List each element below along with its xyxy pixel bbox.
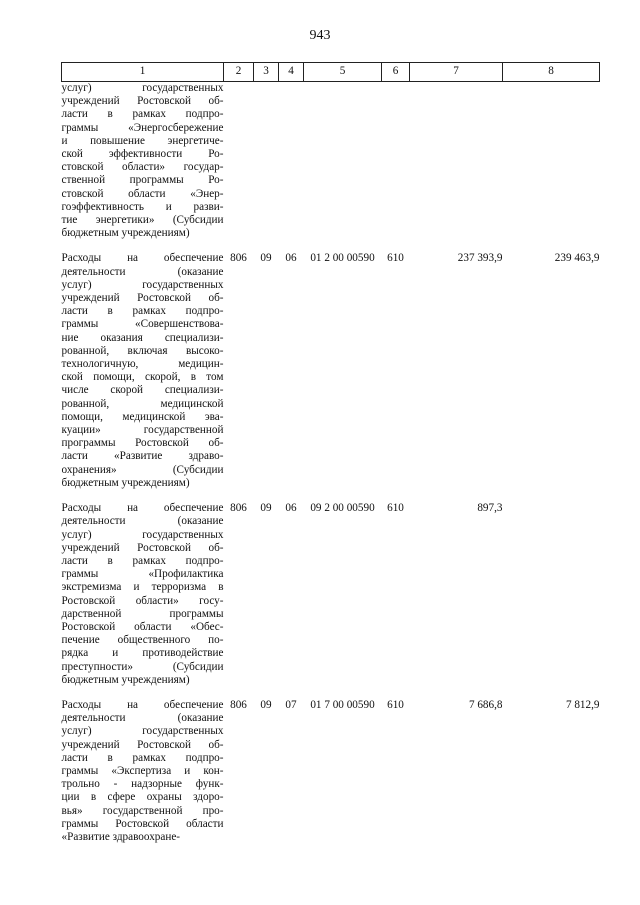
description-line: Ростовской области» госу- xyxy=(61,594,224,607)
description-line: бюджетным учреждениям) xyxy=(61,227,190,240)
row-spacer-cell xyxy=(62,490,600,502)
description-line: рядка и противодействие xyxy=(61,647,224,660)
table-row xyxy=(62,82,600,241)
expense-description xyxy=(62,82,224,241)
description-line: услуг) государственных xyxy=(61,725,224,738)
description-line: граммы «Энергосбережение xyxy=(61,121,224,134)
row-spacer-cell xyxy=(62,687,600,699)
expense-type-code: 610 xyxy=(387,698,404,711)
description-line: ние оказания специализи- xyxy=(61,331,224,344)
ministry-code: 806 xyxy=(230,252,247,265)
description-line: ласти в рамках подпро- xyxy=(61,751,224,764)
description-line: ственной программы Ро- xyxy=(61,174,224,187)
description-line: рованной, медицинской xyxy=(61,397,224,410)
description-line: учреждений Ростовской об- xyxy=(61,292,224,305)
amount-year-2 xyxy=(503,502,600,687)
target-article-code: 01 2 00 00590 xyxy=(310,252,375,265)
description-line: куации» государственной xyxy=(61,424,224,437)
description-line: граммы «Профилактика xyxy=(61,568,224,581)
description-line: деятельности (оказание xyxy=(61,265,224,278)
header-col-2: 2 xyxy=(224,63,254,82)
row-spacer xyxy=(62,240,600,252)
amount-year-1: 7 686,8 xyxy=(468,698,503,711)
amount-year-2: 239 463,9 xyxy=(554,252,600,265)
description-line: стовской области «Энер- xyxy=(61,187,224,200)
description-line: экстремизма и терроризма в xyxy=(61,581,224,594)
description-line: ласти в рамках подпро- xyxy=(61,554,224,567)
description-line: услуг) государственных xyxy=(61,82,224,94)
expense-description xyxy=(62,252,224,490)
section-code: 09 xyxy=(260,502,272,515)
description-line: дарственной программы xyxy=(61,607,224,620)
amount-year-1 xyxy=(410,82,503,241)
expense-type-code xyxy=(382,82,410,241)
amount-year-2: 7 812,9 xyxy=(565,698,600,711)
description-line: помощи, медицинской эва- xyxy=(61,410,224,423)
header-col-5: 5 xyxy=(304,63,382,82)
description-line: бюджетным учреждениям) xyxy=(61,673,190,686)
expense-description xyxy=(62,699,224,844)
description-line: и повышение энергетиче- xyxy=(61,134,224,147)
header-col-7: 7 xyxy=(410,63,503,82)
ministry-code xyxy=(224,82,254,241)
section-code xyxy=(254,82,279,241)
description-line: учреждений Ростовской об- xyxy=(61,95,224,108)
description-line: числе скорой специализи- xyxy=(61,384,224,397)
description-line: вья» государственной про- xyxy=(61,804,224,817)
description-line: преступности» (Субсидии xyxy=(61,660,224,673)
description-line: трольно - надзорные функ- xyxy=(61,778,224,791)
row-spacer-cell xyxy=(62,240,600,252)
header-col-1: 1 xyxy=(62,63,224,82)
description-line: ской помощи, скорой, в том xyxy=(61,371,224,384)
description-line: учреждений Ростовской об- xyxy=(61,738,224,751)
description-line: технологичную, медицин- xyxy=(61,358,224,371)
header-col-8: 8 xyxy=(503,63,600,82)
expense-description xyxy=(62,502,224,687)
target-article-code: 09 2 00 00590 xyxy=(310,502,375,515)
header-row xyxy=(62,63,600,82)
description-line: Расходы на обеспечение xyxy=(61,252,224,265)
subsection-code: 06 xyxy=(285,502,297,515)
expense-type-code: 610 xyxy=(387,252,404,265)
budget-table xyxy=(61,62,600,844)
description-line: ской эффективности Ро- xyxy=(61,148,224,161)
description-line: программы Ростовской об- xyxy=(61,437,224,450)
subsection-code: 07 xyxy=(285,698,297,711)
expense-type-code: 610 xyxy=(387,502,404,515)
row-spacer xyxy=(62,490,600,502)
description-line: ласти в рамках подпро- xyxy=(61,108,224,121)
ministry-code: 806 xyxy=(230,698,247,711)
description-line: Расходы на обеспечение xyxy=(61,698,224,711)
description-line: печение общественного по- xyxy=(61,634,224,647)
description-line: ции в сфере охраны здоро- xyxy=(61,791,224,804)
section-code: 09 xyxy=(260,698,272,711)
description-line: охранения» (Субсидии xyxy=(61,463,224,476)
description-line: деятельности (оказание xyxy=(61,515,224,528)
description-line: ласти «Развитие здраво- xyxy=(61,450,224,463)
table-row xyxy=(62,699,600,844)
row-spacer xyxy=(62,687,600,699)
description-line: рованной, включая высоко- xyxy=(61,344,224,357)
description-line: граммы Ростовской области xyxy=(61,817,224,830)
table-row xyxy=(62,252,600,490)
header-col-6: 6 xyxy=(382,63,410,82)
section-code: 09 xyxy=(260,252,272,265)
description-line: услуг) государственных xyxy=(61,528,224,541)
subsection-code: 06 xyxy=(285,252,297,265)
description-line: стовской области» государ- xyxy=(61,161,224,174)
description-line: гоэффективность и разви- xyxy=(61,200,224,213)
description-line: граммы «Экспертиза и кон- xyxy=(61,764,224,777)
amount-year-2 xyxy=(503,82,600,241)
page-number: 943 xyxy=(309,28,331,43)
target-article-code: 01 7 00 00590 xyxy=(310,698,375,711)
description-line: ласти в рамках подпро- xyxy=(61,305,224,318)
header-col-3: 3 xyxy=(254,63,279,82)
amount-year-1: 237 393,9 xyxy=(457,252,503,265)
ministry-code: 806 xyxy=(230,502,247,515)
target-article-code xyxy=(304,82,382,241)
header-col-4: 4 xyxy=(279,63,304,82)
description-line: бюджетным учреждениям) xyxy=(61,476,190,489)
description-line: услуг) государственных xyxy=(61,278,224,291)
description-line: граммы «Совершенствова- xyxy=(61,318,224,331)
description-line: «Развитие здравоохране- xyxy=(61,830,181,843)
table-row xyxy=(62,502,600,687)
amount-year-1: 897,3 xyxy=(477,502,503,515)
description-line: деятельности (оказание xyxy=(61,712,224,725)
subsection-code xyxy=(279,82,304,241)
description-line: Ростовской области «Обес- xyxy=(61,620,224,633)
description-line: Расходы на обеспечение xyxy=(61,502,224,515)
description-line: учреждений Ростовской об- xyxy=(61,541,224,554)
description-line: тие энергетики» (Субсидии xyxy=(61,214,224,227)
